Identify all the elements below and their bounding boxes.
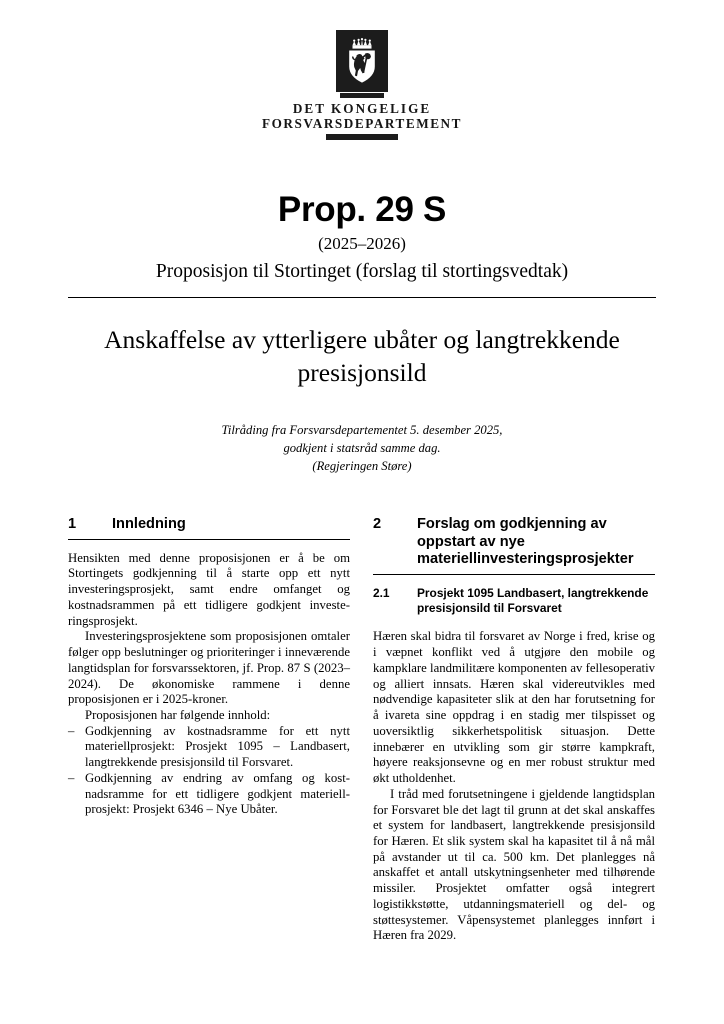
section-heading-1: [68, 516, 350, 534]
section-1-number: 1: [68, 515, 77, 532]
masthead-line-2: FORSVARSDEPARTEMENT: [262, 116, 462, 132]
paragraph: I tråd med forutsetningene i gjeldende langtidsplan for Forsvaret ble det lagt til grunn at det skal anskaffes et system for landbasert, langtrekkende presisjonsild for Hæren. Et slik system skal ha kapasitet til å nå mål på avstander ut til ca. 500 km. Det planlegges nå anskaffet et antall utskytningsenheter med tilhørende missiler. Prosjektet omfatter også integrert logistikkstøtte, utdanningsmateriell og del- og støttesystemer. Våpensystemet planlegges innført i Hæren fra 2029.: [373, 786, 655, 943]
list-item: [68, 724, 350, 771]
proposition-subtitle: Proposisjon til Stortinget (forslag til stortingsvedtak): [155, 260, 569, 282]
subsection-2-1-number: 2.1: [373, 586, 390, 601]
body-columns: [68, 516, 656, 944]
section-2-title: Forslag om godkjenning av oppstart av nye materiellinvesteringsprosjekter: [417, 515, 634, 568]
paragraph: Hensikten med denne proposisjonen er å be om Stortingets godkjenning til å starte opp ett nytt investeringsprosjekt, samt endre omfanget og kostnadsrammen på ett tidligere godkjent investeringsprosjekt.: [68, 550, 350, 628]
masthead-rule-bottom: [326, 134, 398, 140]
paragraph: Hæren skal bidra til forsvaret av Norge i fred, krise og i væpnet konflikt ved å utgjøre den mobile og kampklare landmilitære komponenten av fellesoperativ og alliert innsats. Hæren skal videreutvikles med nødvendige kapasiteter slik at den har forutsetning for å ivareta sine oppdrag i en stadig mer tilspisset og uoversiktlig sikkerhetspolitisk situasjon. Dette innebærer en utvikling som gir større kampkraft, høyere reaksjonsevne og en mer robust struktur med økt utholdenhet.: [373, 629, 655, 786]
proposition-years: (2025–2026): [318, 233, 406, 253]
right-column: [373, 516, 655, 944]
section-1-title: Innledning: [112, 515, 186, 532]
proposition-contents-list: [68, 724, 350, 818]
document-title: Anskaffelse av ytterligere ubåter og langtrekkende presisjonsild: [104, 324, 620, 387]
proposition-number: Prop. 29 S: [277, 190, 447, 230]
masthead-title: [262, 101, 462, 131]
imprint-line-3: (Regjeringen Støre): [312, 458, 412, 473]
list-item: [68, 771, 350, 818]
left-column: [68, 516, 350, 818]
list-item-text: Godkjenning av kostnadsramme for ett nytt materiellprosjekt: Prosjekt 1095 – Landbasert, langtrekkende presisjonsild til Forsvaret.: [85, 723, 350, 770]
subsection-heading-2-1: [373, 586, 655, 616]
paragraph: Proposisjonen har følgende innhold:: [85, 707, 271, 722]
masthead-line-1: DET KONGELIGE: [292, 101, 432, 116]
section-heading-2: [373, 516, 655, 569]
section-2-number: 2: [373, 515, 382, 532]
masthead: [68, 0, 656, 140]
list-bullet-dash: –: [68, 723, 75, 738]
title-divider: [68, 297, 656, 298]
imprint-block: [68, 422, 656, 476]
paragraph: Investeringsprosjektene som proposisjonen omtaler følger opp beslutninger og prioriteringer i inneværende langtidsplan for forsvarssektoren, jf. Prop. 87 S (2023–2024). De økonomiske rammene i denne proposisjonen er i 2025-kroner.: [68, 629, 350, 707]
section-2-rule: [373, 574, 655, 575]
section-1-rule: [68, 539, 350, 540]
norwegian-coat-of-arms-icon: [336, 30, 388, 92]
subsection-2-1-title: Prosjekt 1095 Landbasert, langtrekkende presisjonsild til Forsvaret: [417, 586, 649, 616]
title-block: [68, 192, 656, 283]
imprint-line-1: Tilråding fra Forsvarsdepartementet 5. desember 2025,: [221, 423, 503, 438]
imprint-line-2: godkjent i statsråd samme dag.: [283, 441, 441, 456]
list-bullet-dash: –: [68, 770, 75, 785]
spacer: [373, 616, 655, 629]
masthead-rule-top: [340, 93, 384, 98]
list-item-text: Godkjenning av endring av omfang og kostnadsramme for ett tidligere godkjent materiellprosjekt: Prosjekt 6346 – Nye Ubåter.: [85, 770, 350, 817]
